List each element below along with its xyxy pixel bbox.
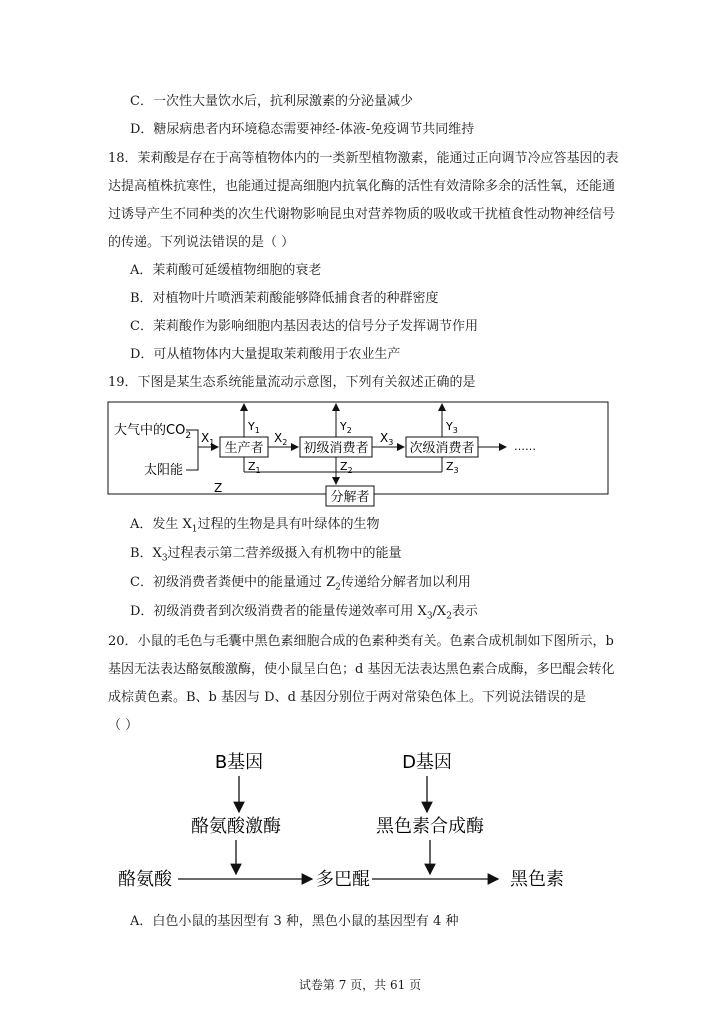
- q19-option-b: B．$X_3$过程表示第二营养级摄入有机物中的能量: [130, 546, 402, 564]
- q17-option-c: C．一次性大量饮水后，抗利尿激素的分泌量减少: [130, 94, 413, 109]
- intermediate-label: 多巴醌: [316, 869, 370, 890]
- q18-stem-line-2: 达提高植株抗寒性，也能通过提高细胞内抗氧化酶的活性有效清除多余的活性氧，还能通: [108, 179, 616, 194]
- z3-label: $Z_3$: [446, 460, 459, 475]
- decomposer-label: 分解者: [330, 490, 370, 505]
- q18-option-d: D．可从植物体内大量提取茉莉酸用于农业生产: [130, 347, 401, 362]
- x3-label: $X_3$: [380, 431, 394, 447]
- secondary-consumer-label: 次级消费者: [409, 441, 475, 456]
- q20-stem-line-1: 20．小鼠的毛色与毛囊中黑色素细胞合成的色素种类有关。色素合成机制如下图所示，b: [108, 634, 614, 649]
- producer-label: 生产者: [224, 441, 264, 456]
- gene-d-label: D基因: [402, 752, 452, 773]
- z-label: Z: [214, 481, 223, 495]
- substrate-label: 酪氨酸: [118, 869, 172, 890]
- q20-option-a: A．白色小鼠的基因型有 3 种，黑色小鼠的基因型有 4 种: [130, 914, 459, 929]
- q18-option-b: B．对植物叶片喷洒茉莉酸能够降低捕食者的种群密度: [130, 291, 439, 306]
- q19-option-a: A．发生 $X_1$过程的生物是具有叶绿体的生物: [130, 517, 380, 535]
- q18-option-a: A．茉莉酸可延缓植物细胞的衰老: [130, 263, 322, 278]
- q19-option-c: C．初级消费者粪便中的能量通过 $Z_2$传递给分解者加以利用: [130, 575, 471, 593]
- q20-stem-line-4: （ ）: [108, 718, 139, 733]
- q18-stem-line-3: 过诱导产生不同种类的次生代谢物影响昆虫对营养物质的吸收或干扰植食性动物神经信号: [108, 207, 616, 222]
- q18-stem-line-4: 的传递。下列说法错误的是（ ）: [108, 235, 295, 250]
- y2-label: $Y_2$: [340, 420, 352, 435]
- sun-label: 太阳能: [144, 463, 184, 478]
- z2-label: $Z_2$: [340, 460, 353, 475]
- page-footer: 试卷第 7 页，共 61 页: [298, 978, 422, 992]
- primary-consumer-label: 初级消费者: [303, 441, 369, 456]
- q19-option-d: D．初级消费者到次级消费者的能量传递效率可用 $X_3/X_2$表示: [130, 604, 478, 622]
- pigment-pathway-diagram: [100, 740, 620, 910]
- enzyme2-label: 黑色素合成酶: [376, 816, 484, 837]
- x2-label: $X_2$: [274, 431, 288, 447]
- y1-label: $Y_1$: [248, 420, 260, 435]
- energy-flow-diagram: [106, 400, 616, 510]
- q19-stem: 19．下图是某生态系统能量流动示意图，下列有关叙述正确的是: [108, 375, 476, 390]
- product-label: 黑色素: [510, 869, 564, 890]
- gene-b-label: B基因: [214, 752, 264, 773]
- q18-option-c: C．茉莉酸作为影响细胞内基因表达的信号分子发挥调节作用: [130, 319, 478, 334]
- atmosphere-label: 大气中的$CO_2$: [114, 423, 192, 441]
- q20-stem-line-2: 基因无法表达酪氨酸激酶，使小鼠呈白色；d 基因无法表达黑色素合成酶，多巴醌会转化: [108, 662, 615, 677]
- z1-label: $Z_1$: [248, 460, 261, 475]
- arrow-sun: [186, 447, 198, 470]
- enzyme1-label: 酪氨酸激酶: [191, 816, 281, 837]
- x1-label: $X_1$: [201, 431, 215, 447]
- q17-option-d: D．糖尿病患者内环境稳态需要神经-体液-免疫调节共同维持: [130, 122, 475, 137]
- q18-stem-line-1: 18．茉莉酸是存在于高等植物体内的一类新型植物激素，能通过正向调节冷应答基因的表: [108, 151, 619, 166]
- q20-stem-line-3: 成棕黄色素。B、b 基因与 D、d 基因分别位于两对常染色体上。下列说法错误的是: [108, 690, 587, 705]
- y3-label: $Y_3$: [446, 420, 458, 435]
- ellipsis-label: ……: [514, 440, 536, 453]
